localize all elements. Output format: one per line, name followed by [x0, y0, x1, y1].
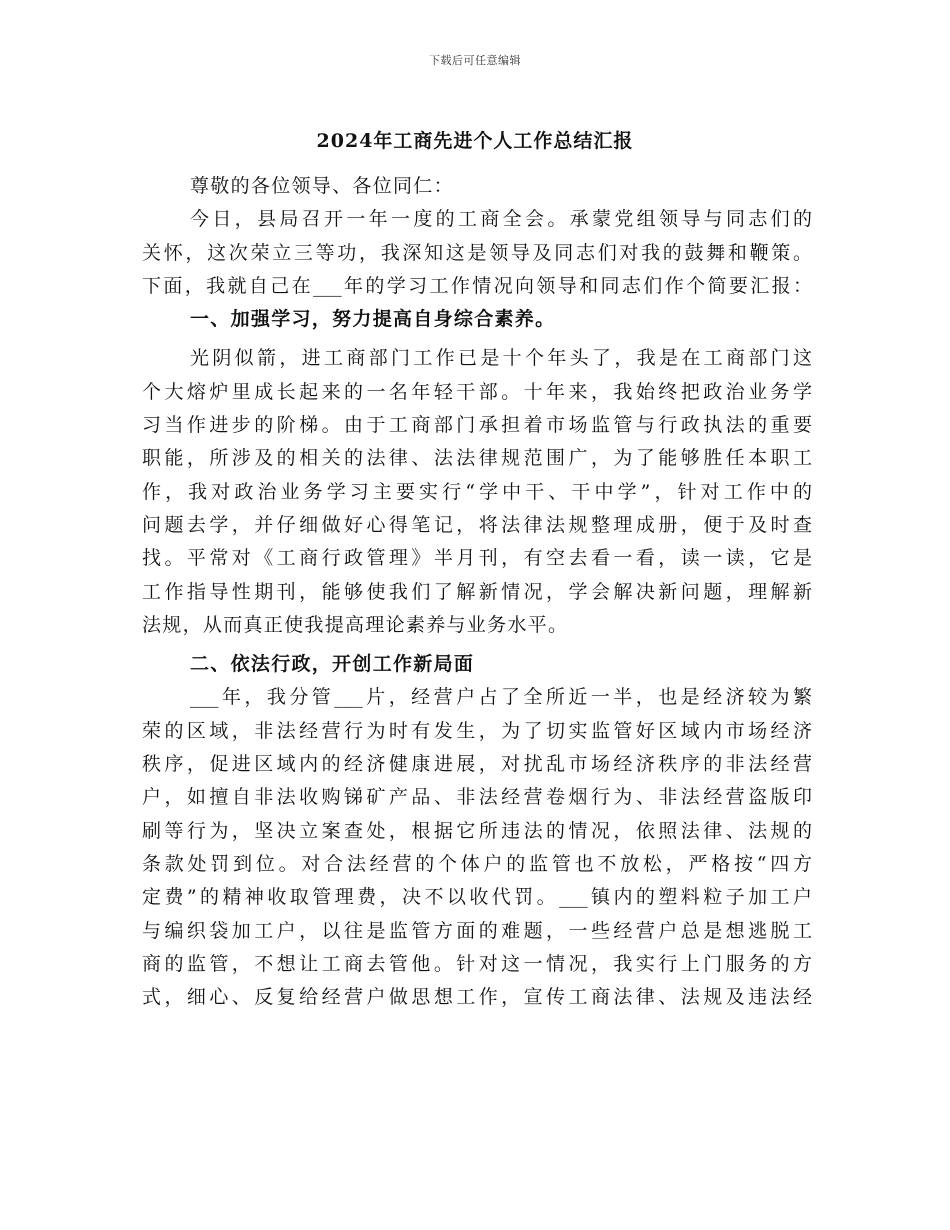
paragraph-line: ___年，我分管___片，经营户占了全所近一半，也是经济较为繁: [190, 686, 812, 709]
paragraph-line: 问题去学，并仔细做好心得笔记，将法律法规整理成册，便于及时查: [142, 513, 812, 536]
paragraph-line: 刷等行为，坚决立案查处，根据它所违法的情况，依照法律、法规的: [142, 819, 812, 842]
salutation: 尊敬的各位领导、各位同仁：: [190, 175, 454, 197]
paragraph-line: 作，我对政治业务学习主要实行“学中干、干中学”，针对工作中的: [142, 480, 812, 503]
paragraph-line: 户，如擅自非法收购锑矿产品、非法经营卷烟行为、非法经营盗版印: [142, 786, 812, 809]
paragraph-line: 法规，从而真正使我提高理论素养与业务水平。: [142, 613, 569, 636]
section-heading-2: 二、依法行政，开创工作新局面: [190, 653, 475, 676]
paragraph-line: 职能，所涉及的相关的法律、法法律规范围广，为了能够胜任本职工: [142, 447, 812, 470]
paragraph-line: 式，细心、反复给经营户做思想工作，宣传工商法律、法规及违法经: [142, 986, 812, 1009]
paragraph-line: 找。平常对《工商行政管理》半月刊，有空去看一看，读一读，它是: [142, 547, 812, 570]
header-note: 下载后可任意编辑: [429, 54, 521, 67]
paragraph-line: 工作指导性期刊，能够使我们了解新情况，学会解决新问题，理解新: [142, 580, 812, 603]
paragraph-line: 下面，我就自己在___年的学习工作情况向领导和同志们作个简要汇报：: [142, 274, 812, 297]
paragraph-line: 荣的区域，非法经营行为时有发生，为了切实监管好区域内市场经济: [142, 719, 812, 742]
paragraph-line: 今日，县局召开一年一度的工商全会。承蒙党组领导与同志们的: [190, 208, 812, 231]
paragraph-line: 与编织袋加工户，以往是监管方面的难题，一些经营户总是想逃脱工: [142, 919, 812, 942]
document-title: 2024年工商先进个人工作总结汇报: [316, 130, 634, 152]
paragraph-line: 商的监管，不想让工商去管他。针对这一情况，我实行上门服务的方: [142, 952, 812, 975]
paragraph-line: 条款处罚到位。对合法经营的个体户的监管也不放松，严格按“四方: [142, 852, 812, 875]
document-body: [142, 170, 812, 1014]
section-heading-1: 一、加强学习，努力提高自身综合素养。: [190, 308, 556, 331]
paragraph-line: 定费”的精神收取管理费，决不以收代罚。___镇内的塑料粒子加工户: [142, 886, 812, 909]
paragraph-line: 秩序，促进区域内的经济健康进展，对扰乱市场经济秩序的非法经营: [142, 753, 812, 776]
paragraph-line: 关怀，这次荣立三等功，我深知这是领导及同志们对我的鼓舞和鞭策。: [142, 241, 812, 264]
paragraph-line: 个大熔炉里成长起来的一名年轻干部。十年来，我始终把政治业务学: [142, 380, 812, 403]
paragraph-line: 光阴似箭，进工商部门工作已是十个年头了，我是在工商部门这: [190, 347, 812, 370]
paragraph-line: 习当作进步的阶梯。由于工商部门承担着市场监管与行政执法的重要: [142, 414, 812, 437]
